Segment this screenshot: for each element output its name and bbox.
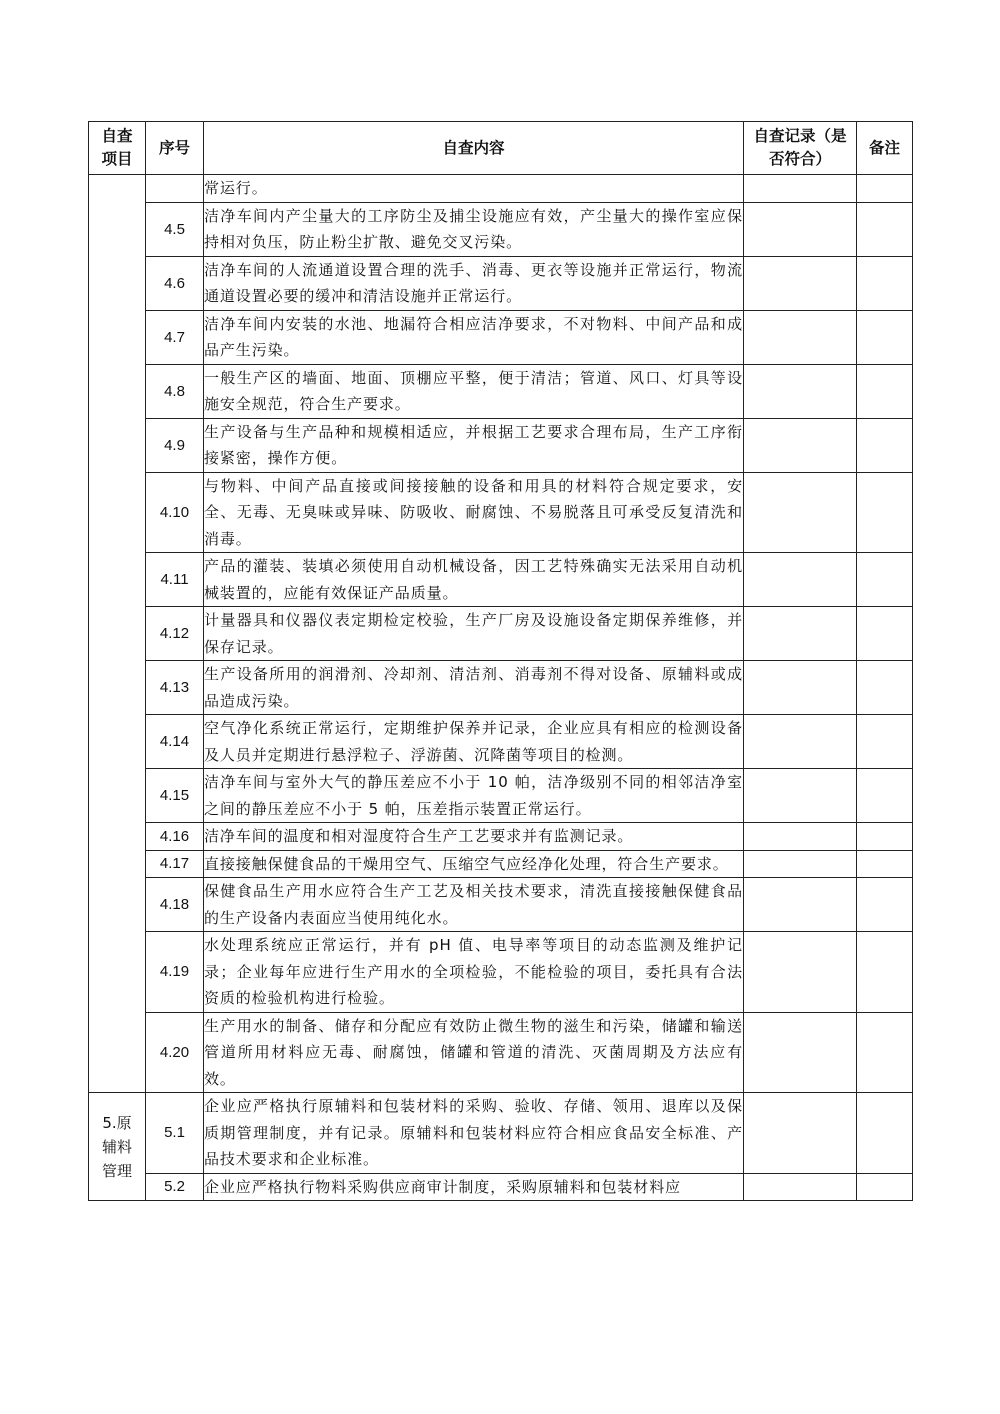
table-row: [89, 1093, 913, 1174]
header-row: [89, 122, 913, 175]
record-cell[interactable]: [744, 310, 857, 364]
table-row: [89, 932, 913, 1013]
record-cell[interactable]: [744, 175, 857, 203]
content-cell: 企业应严格执行原辅料和包装材料的采购、验收、存储、领用、退库以及保质期管理制度，并有记录。原辅料和包装材料应符合相应食品安全标准、产品技术要求和企业标准。: [204, 1093, 744, 1174]
header-content: 自查内容: [204, 122, 744, 175]
record-cell[interactable]: [744, 553, 857, 607]
category-label: 5.原辅料管理: [101, 1113, 132, 1180]
seq-cell: 4.20: [146, 1012, 204, 1093]
remark-cell[interactable]: [857, 932, 913, 1013]
header-category: 自查项目: [89, 122, 146, 175]
content-cell: 水处理系统应正常运行，并有 pH 值、电导率等项目的动态监测及维护记录；企业每年应进行生产用水的全项检验，不能检验的项目，委托具有合法资质的检验机构进行检验。: [204, 932, 744, 1013]
remark-cell[interactable]: [857, 850, 913, 878]
remark-cell[interactable]: [857, 1093, 913, 1174]
table-row: [89, 607, 913, 661]
content-cell: 生产设备与生产品种和规模相适应，并根据工艺要求合理布局，生产工序衔接紧密，操作方便。: [204, 418, 744, 472]
seq-cell: 4.14: [146, 715, 204, 769]
content-cell: 一般生产区的墙面、地面、顶棚应平整，便于清洁；管道、风口、灯具等设施安全规范，符合生产要求。: [204, 364, 744, 418]
content-cell: 直接接触保健食品的干燥用空气、压缩空气应经净化处理，符合生产要求。: [204, 850, 744, 878]
table-row: [89, 878, 913, 932]
table-row: [89, 661, 913, 715]
remark-cell[interactable]: [857, 553, 913, 607]
table-row: [89, 175, 913, 203]
remark-cell[interactable]: [857, 607, 913, 661]
seq-cell: 5.2: [146, 1173, 204, 1201]
record-cell[interactable]: [744, 715, 857, 769]
table-row: [89, 364, 913, 418]
header-record: 自查记录（是否符合）: [744, 122, 857, 175]
record-cell[interactable]: [744, 256, 857, 310]
seq-cell: 5.1: [146, 1093, 204, 1174]
table-body: [89, 175, 913, 1201]
remark-cell[interactable]: [857, 364, 913, 418]
content-cell: 企业应严格执行物料采购供应商审计制度，采购原辅料和包装材料应: [204, 1173, 744, 1201]
seq-cell: 4.16: [146, 823, 204, 851]
header-seq: 序号: [146, 122, 204, 175]
content-cell: 空气净化系统正常运行，定期维护保养并记录，企业应具有相应的检测设备及人员并定期进行悬浮粒子、浮游菌、沉降菌等项目的检测。: [204, 715, 744, 769]
content-cell: 常运行。: [204, 175, 744, 203]
category-cell: [89, 175, 146, 1093]
table-row: [89, 715, 913, 769]
table-row: [89, 418, 913, 472]
seq-cell: 4.8: [146, 364, 204, 418]
seq-cell: 4.5: [146, 202, 204, 256]
content-cell: 与物料、中间产品直接或间接接触的设备和用具的材料符合规定要求，安全、无毒、无臭味或异味、防吸收、耐腐蚀、不易脱落且可承受反复清洗和消毒。: [204, 472, 744, 553]
record-cell[interactable]: [744, 202, 857, 256]
seq-cell: 4.19: [146, 932, 204, 1013]
content-cell: 洁净车间的人流通道设置合理的洗手、消毒、更衣等设施并正常运行，物流通道设置必要的缓冲和清洁设施并正常运行。: [204, 256, 744, 310]
table-row: [89, 553, 913, 607]
remark-cell[interactable]: [857, 175, 913, 203]
content-cell: 生产用水的制备、储存和分配应有效防止微生物的滋生和污染，储罐和输送管道所用材料应无毒、耐腐蚀，储罐和管道的清洗、灭菌周期及方法应有效。: [204, 1012, 744, 1093]
content-cell: 洁净车间的温度和相对湿度符合生产工艺要求并有监测记录。: [204, 823, 744, 851]
seq-cell: 4.9: [146, 418, 204, 472]
table-row: [89, 769, 913, 823]
seq-cell: 4.17: [146, 850, 204, 878]
table-row: [89, 472, 913, 553]
record-cell[interactable]: [744, 472, 857, 553]
seq-cell: 4.18: [146, 878, 204, 932]
seq-cell: 4.6: [146, 256, 204, 310]
remark-cell[interactable]: [857, 661, 913, 715]
record-cell[interactable]: [744, 607, 857, 661]
table-row: [89, 202, 913, 256]
remark-cell[interactable]: [857, 769, 913, 823]
remark-cell[interactable]: [857, 418, 913, 472]
content-cell: 洁净车间与室外大气的静压差应不小于 10 帕，洁净级别不同的相邻洁净室之间的静压差应不小于 5 帕，压差指示装置正常运行。: [204, 769, 744, 823]
record-cell[interactable]: [744, 661, 857, 715]
table-row: [89, 256, 913, 310]
record-cell[interactable]: [744, 769, 857, 823]
seq-cell: 4.10: [146, 472, 204, 553]
content-cell: 计量器具和仪器仪表定期检定校验，生产厂房及设施设备定期保养维修，并保存记录。: [204, 607, 744, 661]
header-remark: 备注: [857, 122, 913, 175]
remark-cell[interactable]: [857, 1012, 913, 1093]
category-cell: [89, 1093, 146, 1201]
record-cell[interactable]: [744, 878, 857, 932]
content-cell: 产品的灌装、装填必须使用自动机械设备，因工艺特殊确实无法采用自动机械装置的，应能有效保证产品质量。: [204, 553, 744, 607]
remark-cell[interactable]: [857, 715, 913, 769]
record-cell[interactable]: [744, 850, 857, 878]
record-cell[interactable]: [744, 1173, 857, 1201]
table-row: [89, 310, 913, 364]
record-cell[interactable]: [744, 1012, 857, 1093]
table-row: [89, 823, 913, 851]
record-cell[interactable]: [744, 364, 857, 418]
content-cell: 洁净车间内产尘量大的工序防尘及捕尘设施应有效，产尘量大的操作室应保持相对负压，防止粉尘扩散、避免交叉污染。: [204, 202, 744, 256]
content-cell: 洁净车间内安装的水池、地漏符合相应洁净要求，不对物料、中间产品和成品产生污染。: [204, 310, 744, 364]
seq-cell: 4.7: [146, 310, 204, 364]
record-cell[interactable]: [744, 932, 857, 1013]
remark-cell[interactable]: [857, 310, 913, 364]
seq-cell: 4.11: [146, 553, 204, 607]
table-row: [89, 850, 913, 878]
seq-cell: 4.13: [146, 661, 204, 715]
remark-cell[interactable]: [857, 823, 913, 851]
table-row: [89, 1173, 913, 1201]
remark-cell[interactable]: [857, 256, 913, 310]
content-cell: 保健食品生产用水应符合生产工艺及相关技术要求，清洗直接接触保健食品的生产设备内表面应当使用纯化水。: [204, 878, 744, 932]
record-cell[interactable]: [744, 823, 857, 851]
remark-cell[interactable]: [857, 472, 913, 553]
record-cell[interactable]: [744, 418, 857, 472]
table-row: [89, 1012, 913, 1093]
seq-cell: [146, 175, 204, 203]
seq-cell: 4.12: [146, 607, 204, 661]
record-cell[interactable]: [744, 1093, 857, 1174]
seq-cell: 4.15: [146, 769, 204, 823]
content-cell: 生产设备所用的润滑剂、冷却剂、清洁剂、消毒剂不得对设备、原辅料或成品造成污染。: [204, 661, 744, 715]
remark-cell[interactable]: [857, 202, 913, 256]
remark-cell[interactable]: [857, 878, 913, 932]
self-inspection-table: [88, 121, 913, 1201]
remark-cell[interactable]: [857, 1173, 913, 1201]
